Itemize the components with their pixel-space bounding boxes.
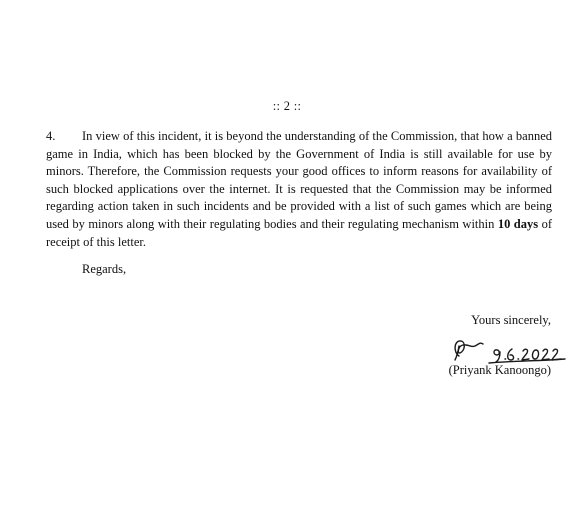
signatory-name: (Priyank Kanoongo) bbox=[448, 363, 551, 377]
handwritten-signature bbox=[449, 334, 567, 366]
closing-text: Yours sincerely, bbox=[471, 313, 551, 327]
deadline-bold-text: 10 days bbox=[497, 216, 539, 231]
paragraph-4 bbox=[46, 128, 552, 251]
paragraph-text-part-1: In view of this incident, it is beyond the understanding of the Commission, that how a banned game in India, which has been blocked by the Government of India is still available for use by minors. Therefore, the Commission requests your good offices to inform reasons for availability of such blocked applications over the internet. It is requested that the Commission may be informed regarding action taken in such incidents and be provided with a list of such games which are being used by minors along with their regulating bodies and their regulating mechanism within bbox=[46, 129, 552, 231]
paragraph-text-part-2: of receipt of this letter. bbox=[46, 216, 552, 249]
paragraph-number: 4. bbox=[46, 129, 56, 143]
page-number: :: 2 :: bbox=[272, 99, 302, 113]
regards-text: Regards, bbox=[82, 262, 127, 276]
